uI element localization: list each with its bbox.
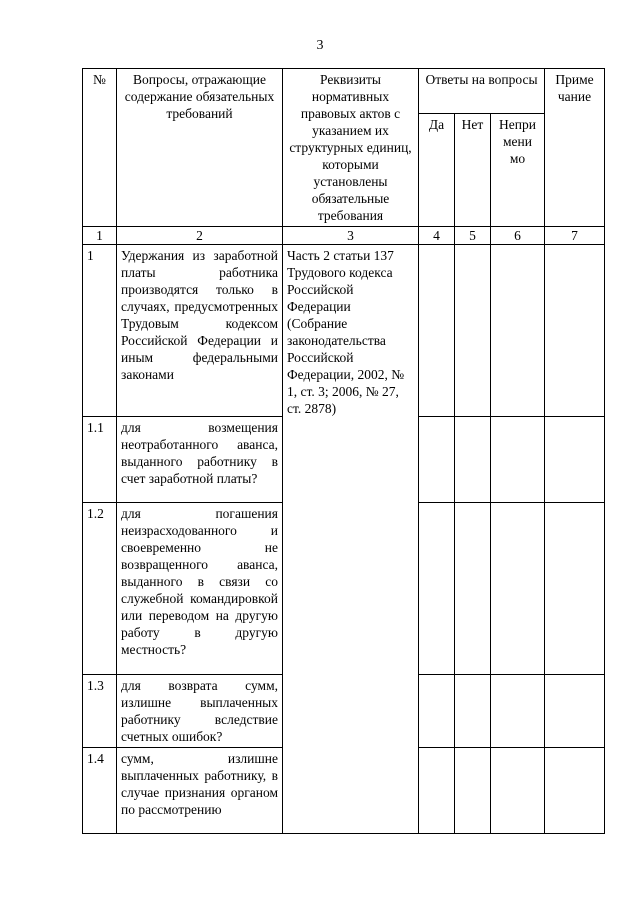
header-not-applicable: Непри мени мо: [491, 113, 545, 226]
table-row: [83, 245, 605, 417]
row-question: сумм, излишне выплаченных работнику, в случае признания органом по рассмотрению: [117, 748, 283, 834]
row-question: для погашения неизрасходованного и своевременно не возвращенного аванса, выданного в связи со служебной командировкой или переводом на другую работу в другую местность?: [117, 503, 283, 675]
header-no-answer: Нет: [455, 113, 491, 226]
row-question: Удержания из заработной платы работника производятся только в случаях, предусмотренных Трудовым кодексом Российской Федерации и иным федеральными законами: [117, 245, 283, 417]
answer-yes-cell[interactable]: [419, 245, 455, 417]
header-answers: Ответы на вопросы: [419, 69, 545, 114]
column-number: 3: [283, 227, 419, 245]
answer-na-cell[interactable]: [491, 675, 545, 748]
answer-no-cell[interactable]: [455, 245, 491, 417]
row-number: 1.3: [83, 675, 117, 748]
note-cell[interactable]: [545, 748, 605, 834]
answer-na-cell[interactable]: [491, 503, 545, 675]
note-cell[interactable]: [545, 675, 605, 748]
column-number: 2: [117, 227, 283, 245]
answer-na-cell[interactable]: [491, 245, 545, 417]
requirements-table: [82, 68, 605, 834]
row-number: 1.2: [83, 503, 117, 675]
note-cell[interactable]: [545, 503, 605, 675]
header-questions: Вопросы, отражающие содержание обязательных требований: [117, 69, 283, 227]
answer-no-cell[interactable]: [455, 503, 491, 675]
header-requisites: Реквизиты нормативных правовых актов с указанием их структурных единиц, которыми установлены обязательные требования: [283, 69, 419, 227]
header-yes: Да: [419, 113, 455, 226]
row-question: для возмещения неотработанного аванса, выданного работнику в счет заработной платы?: [117, 417, 283, 503]
answer-no-cell[interactable]: [455, 675, 491, 748]
answer-na-cell[interactable]: [491, 417, 545, 503]
page-number: 3: [316, 38, 324, 53]
row-number: 1.4: [83, 748, 117, 834]
row-requisites: Часть 2 статьи 137 Трудового кодекса Российской Федерации (Собрание законодательства Российской Федерации, 2002, № 1, ст. 3; 2006, № 27, ст. 2878): [283, 245, 419, 834]
column-number: 6: [491, 227, 545, 245]
header-note: Приме чание: [545, 69, 605, 227]
header-row: [83, 69, 605, 114]
answer-na-cell[interactable]: [491, 748, 545, 834]
column-number: 4: [419, 227, 455, 245]
note-cell[interactable]: [545, 417, 605, 503]
row-number: 1: [83, 245, 117, 417]
row-number: 1.1: [83, 417, 117, 503]
answer-no-cell[interactable]: [455, 748, 491, 834]
column-number: 7: [545, 227, 605, 245]
answer-yes-cell[interactable]: [419, 503, 455, 675]
note-cell[interactable]: [545, 245, 605, 417]
answer-yes-cell[interactable]: [419, 675, 455, 748]
answer-yes-cell[interactable]: [419, 417, 455, 503]
answer-yes-cell[interactable]: [419, 748, 455, 834]
header-no: №: [83, 69, 117, 227]
column-number: 1: [83, 227, 117, 245]
column-number: 5: [455, 227, 491, 245]
answer-no-cell[interactable]: [455, 417, 491, 503]
column-number-row: [83, 227, 605, 245]
row-question: для возврата сумм, излишне выплаченных работнику вследствие счетных ошибок?: [117, 675, 283, 748]
